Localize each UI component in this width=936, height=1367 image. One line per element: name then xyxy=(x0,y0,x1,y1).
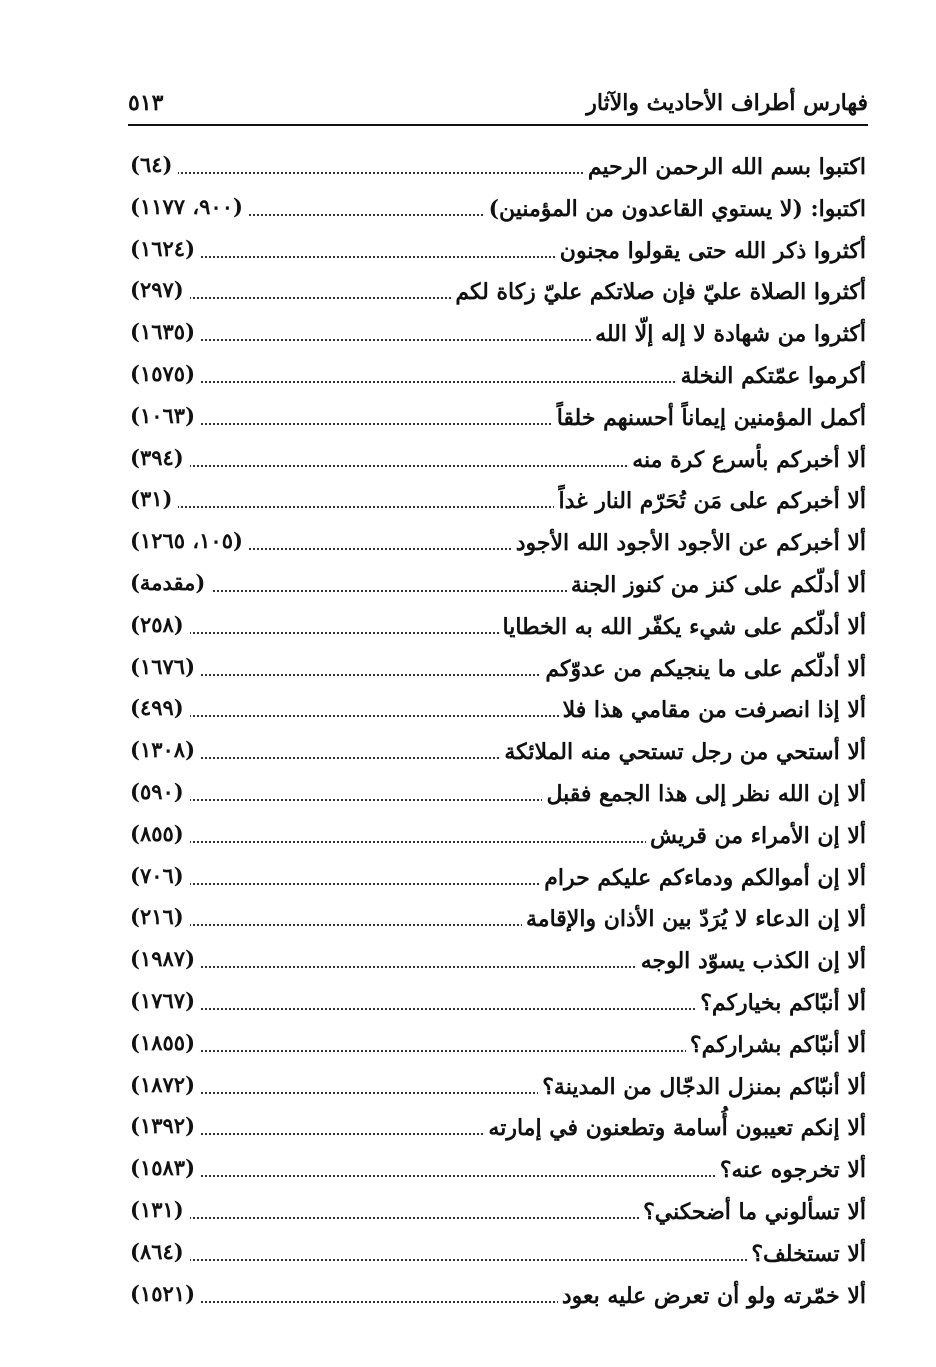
entry-text: أكرموا عمّتكم النخلة xyxy=(677,363,866,389)
page-number: ٥١٣ xyxy=(128,90,164,116)
index-entry xyxy=(130,313,866,355)
running-title: فهارس أطراف الأحاديث والآثار xyxy=(586,90,868,116)
entry-reference: (٢٥٨) xyxy=(130,612,190,637)
entry-reference: (١٥٧٥) xyxy=(130,361,201,386)
entry-text: ألا إن أموالكم ودماءكم عليكم حرام xyxy=(540,865,866,891)
entry-text: ألا أدلّكم على شيء يكفّر الله به الخطايا xyxy=(499,614,866,640)
entry-text: ألا أستحي من رجل تستحي منه الملائكة xyxy=(500,739,866,765)
index-entry xyxy=(130,1233,866,1275)
entry-text: أكمل المؤمنين إيماناً أحسنهم خلقاً xyxy=(553,405,866,431)
index-entry xyxy=(130,480,866,522)
header-rule xyxy=(128,124,868,126)
entry-reference: (٣٩٤) xyxy=(130,445,190,470)
entry-text: ألا إن الدعاء لا يُرَدّ بين الأذان والإقامة xyxy=(522,906,866,932)
entry-text: اكتبوا بسم الله الرحمن الرحيم xyxy=(584,154,866,180)
entry-reference: (٤٩٩) xyxy=(130,695,190,720)
entry-reference: (٥٩٠) xyxy=(130,779,190,804)
entry-text: ألا أخبركم عن الأجود الأجود الله الأجود xyxy=(512,530,866,556)
entry-reference: (١٠٦٣) xyxy=(130,403,201,428)
index-entry xyxy=(130,1191,866,1233)
entry-text: ألا إنكم تعيبون أُسامة وتطعنون في إمارته xyxy=(484,1115,866,1141)
entry-text: ألا إذا انصرفت من مقامي هذا فلا xyxy=(559,697,866,723)
entry-reference: (١٥٢١) xyxy=(130,1281,201,1306)
entry-reference: (١٨٧٢) xyxy=(130,1072,201,1097)
hadith-index-list xyxy=(130,146,866,1316)
index-entry xyxy=(130,522,866,564)
index-entry xyxy=(130,689,866,731)
index-entry xyxy=(130,355,866,397)
page-header xyxy=(128,84,868,124)
entry-text: ألا أدلّكم على كنز من كنوز الجنة xyxy=(567,572,866,598)
entry-text: ألا أنبّاكم بخياركم؟ xyxy=(696,990,866,1016)
index-entry xyxy=(130,1066,866,1108)
entry-reference: (١٨٥٥) xyxy=(130,1030,201,1055)
entry-text: ألا أخبركم بأسرع كرة منه xyxy=(628,447,866,473)
entry-reference: (٢٩٧) xyxy=(130,277,190,302)
entry-reference: (٩٠٠، ١١٧٧) xyxy=(130,194,249,219)
entry-text: ألا أنبّاكم بمنزل الدجّال من المدينة؟ xyxy=(538,1074,866,1100)
entry-text: ألا تخرجوه عنه؟ xyxy=(716,1157,866,1183)
entry-reference: (٢١٦) xyxy=(130,904,190,929)
index-entry xyxy=(130,1149,866,1191)
entry-text: ألا أخبركم على مَن تُحَرّم النار غداً xyxy=(554,488,866,514)
entry-reference: (١٣١) xyxy=(130,1197,190,1222)
entry-reference: (٧٠٦) xyxy=(130,863,190,888)
entry-text: أكثروا من شهادة لا إله إلّا الله xyxy=(591,321,866,347)
entry-text: أكثروا الصلاة عليّ فإن صلاتكم عليّ زكاة لكم xyxy=(451,279,866,305)
entry-reference: (١٦٣٥) xyxy=(130,319,201,344)
index-entry xyxy=(130,898,866,940)
entry-reference: (١٩٨٧) xyxy=(130,946,201,971)
index-entry xyxy=(130,857,866,899)
entry-reference: (٣١) xyxy=(130,486,178,511)
index-entry xyxy=(130,648,866,690)
index-entry xyxy=(130,397,866,439)
index-entry xyxy=(130,146,866,188)
entry-reference: (١٦٢٤) xyxy=(130,236,201,261)
entry-reference: (١٥٨٣) xyxy=(130,1155,201,1180)
index-entry xyxy=(130,731,866,773)
entry-reference: (٨٦٤) xyxy=(130,1239,190,1264)
entry-text: أكثروا ذكر الله حتى يقولوا مجنون xyxy=(556,238,866,264)
entry-text: ألا أدلّكم على ما ينجيكم من عدوّكم xyxy=(541,656,866,682)
index-entry xyxy=(130,940,866,982)
entry-reference: (٨٥٥) xyxy=(130,821,190,846)
index-entry xyxy=(130,1024,866,1066)
entry-text: ألا تسألوني ما أضحكني؟ xyxy=(639,1199,866,1225)
index-entry xyxy=(130,271,866,313)
index-entry xyxy=(130,606,866,648)
index-entry xyxy=(130,439,866,481)
entry-text: ألا إن الأمراء من قريش xyxy=(646,823,866,849)
index-entry xyxy=(130,773,866,815)
index-entry xyxy=(130,188,866,230)
index-entry xyxy=(130,982,866,1024)
index-entry xyxy=(130,815,866,857)
entry-reference: (١٠٥، ١٢٦٥) xyxy=(130,528,249,553)
entry-reference: (١٦٧٦) xyxy=(130,654,201,679)
index-entry xyxy=(130,1275,866,1317)
entry-text: اكتبوا: (لا يستوي القاعدون من المؤمنين) xyxy=(485,196,866,222)
entry-reference: (مقدمة) xyxy=(130,570,211,595)
entry-text: ألا خمّرته ولو أن تعرض عليه بعود xyxy=(558,1283,866,1309)
index-entry xyxy=(130,230,866,272)
index-entry xyxy=(130,1107,866,1149)
entry-text: ألا إن الله نظر إلى هذا الجمع فقبل xyxy=(542,781,866,807)
entry-reference: (١٣٩٢) xyxy=(130,1113,201,1138)
entry-text: ألا تستخلف؟ xyxy=(747,1241,866,1267)
index-entry xyxy=(130,564,866,606)
entry-text: ألا إن الكذب يسوّد الوجه xyxy=(637,948,866,974)
entry-text: ألا أنبّاكم بشراركم؟ xyxy=(686,1032,866,1058)
entry-reference: (١٧٦٧) xyxy=(130,988,201,1013)
entry-reference: (٦٤) xyxy=(130,152,178,177)
entry-reference: (١٣٠٨) xyxy=(130,737,201,762)
